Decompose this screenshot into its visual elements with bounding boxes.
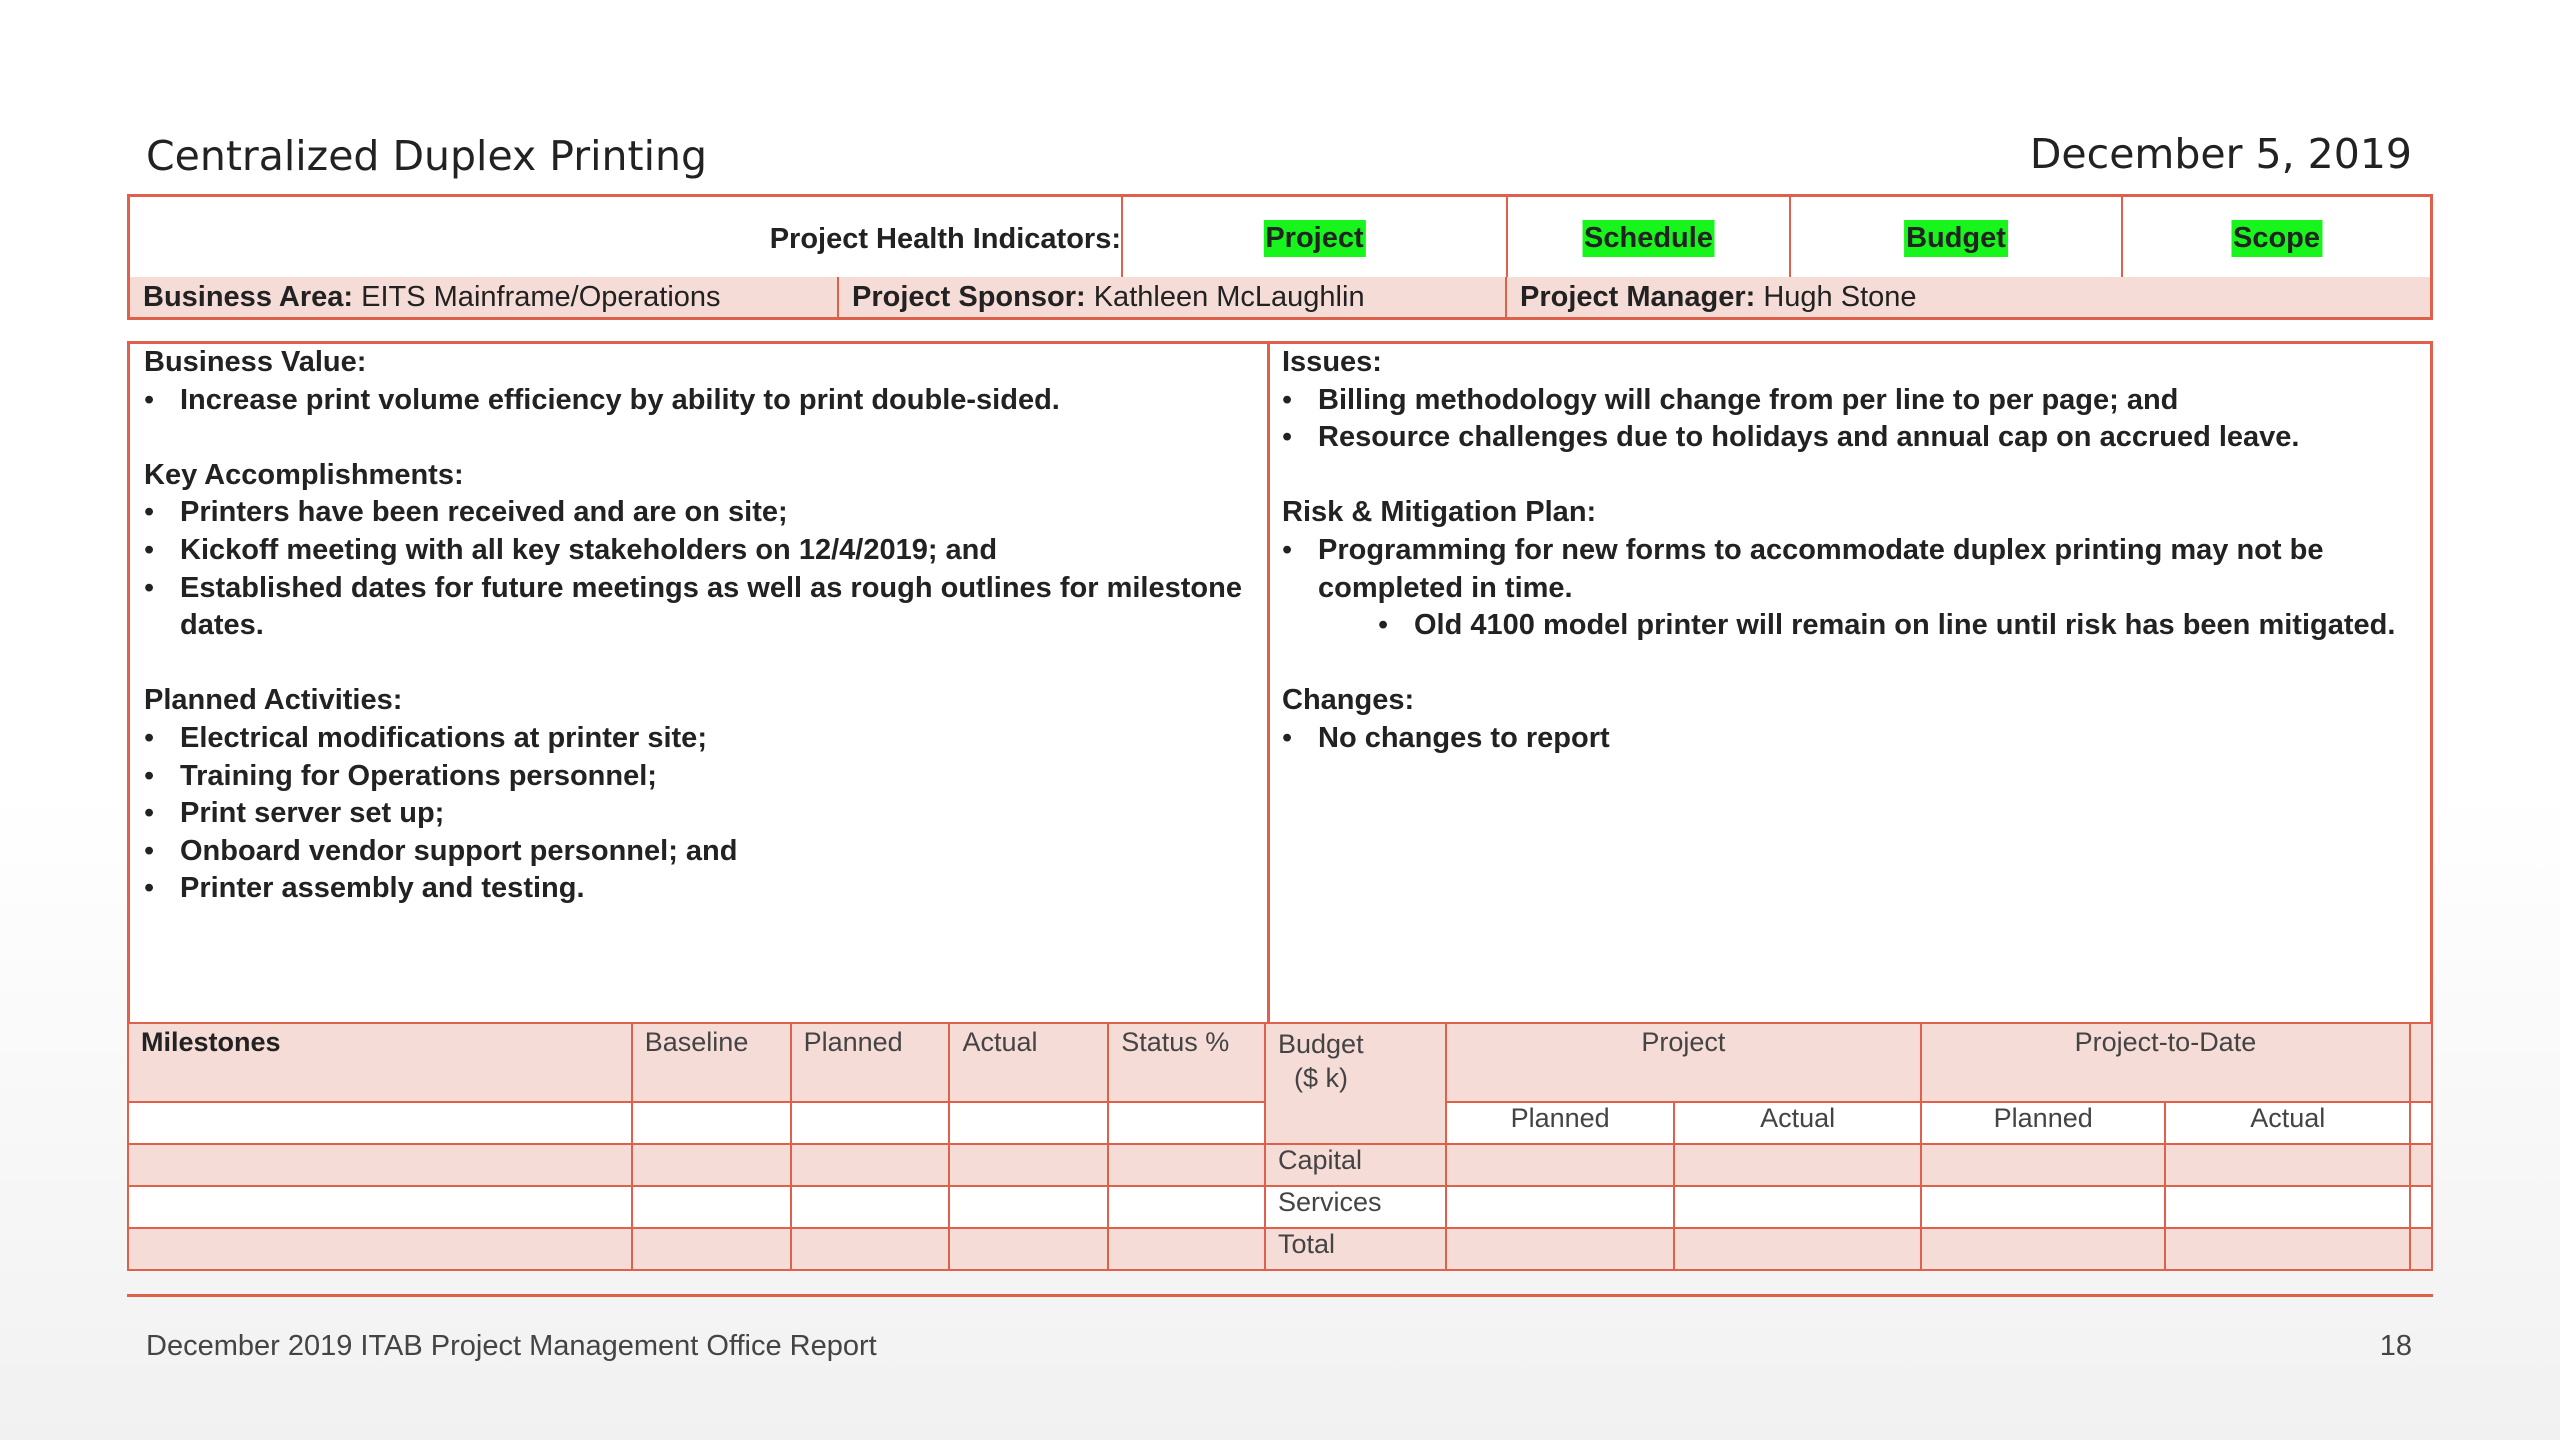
indicator-schedule: Schedule xyxy=(1582,220,1715,257)
risk-list xyxy=(1282,532,2427,607)
changes-heading: Changes: xyxy=(1282,684,1415,717)
ptd-actual-header: Actual xyxy=(2165,1102,2410,1144)
risk-heading: Risk & Mitigation Plan: xyxy=(1282,496,1597,529)
project-planned-header: Planned xyxy=(1446,1102,1675,1144)
project-info-row xyxy=(130,277,2430,317)
list-item: • Established dates for future meetings as well as rough outlines for milestone dates. xyxy=(144,570,1254,645)
indicator-project: Project xyxy=(1263,220,1365,257)
total-row-label: Total xyxy=(1265,1228,1446,1270)
health-indicators-row xyxy=(130,197,2430,280)
capital-row-label: Capital xyxy=(1265,1144,1446,1186)
budget-table xyxy=(1264,1022,2433,1271)
report-date: December 5, 2019 xyxy=(2029,130,2412,178)
project-sponsor: Project Sponsor: Kathleen McLaughlin xyxy=(852,281,1365,313)
changes-list xyxy=(1282,720,2427,758)
indicator-budget: Budget xyxy=(1904,220,2008,257)
table-row xyxy=(128,1144,1266,1186)
list-item: • Electrical modifications at printer site; xyxy=(144,720,1254,758)
left-column xyxy=(144,344,1254,908)
business-value-list xyxy=(144,382,1254,420)
list-item: • Onboard vendor support personnel; and xyxy=(144,833,1254,871)
column-divider xyxy=(1267,344,1270,1022)
issues-list xyxy=(1282,382,2427,457)
report-title: Centralized Duplex Printing xyxy=(146,132,707,180)
milestones-table xyxy=(127,1022,1267,1271)
indicator-budget-cell xyxy=(1789,197,2121,277)
footer-report-name: December 2019 ITAB Project Management Office Report xyxy=(146,1330,877,1362)
list-item: • Increase print volume efficiency by ability to print double-sided. xyxy=(144,382,1254,420)
list-item: • Printers have been received and are on site; xyxy=(144,494,1254,532)
health-indicators-label: Project Health Indicators: xyxy=(769,223,1121,255)
table-row xyxy=(1265,1023,2432,1102)
list-item: • Resource challenges due to holidays and annual cap on accrued leave. xyxy=(1282,419,2427,457)
milestones-header: Milestones xyxy=(128,1023,632,1102)
table-row xyxy=(128,1228,1266,1270)
indicator-scope: Scope xyxy=(2231,220,2322,257)
project-group-header: Project xyxy=(1446,1023,1921,1102)
footer-divider xyxy=(127,1294,2433,1297)
risk-sub-list xyxy=(1282,607,2427,645)
right-column xyxy=(1282,344,2427,758)
page-number: 18 xyxy=(2379,1330,2412,1362)
business-value-heading: Business Value: xyxy=(144,346,367,378)
issues-heading: Issues: xyxy=(1282,346,1382,378)
list-item: • Kickoff meeting with all key stakeholders on 12/4/2019; and xyxy=(144,532,1254,570)
list-item: • Billing methodology will change from per line to per page; and xyxy=(1282,382,2427,420)
accomplishments-heading: Key Accomplishments: xyxy=(144,458,464,491)
accomplishments-list xyxy=(144,494,1254,644)
health-indicators-table xyxy=(127,194,2433,320)
list-item: • Training for Operations personnel; xyxy=(144,758,1254,796)
business-area: Business Area: EITS Mainframe/Operations xyxy=(143,281,721,313)
status-header: Status % xyxy=(1108,1023,1266,1102)
list-item: • Old 4100 model printer will remain on line until risk has been mitigated. xyxy=(1282,607,2427,645)
baseline-header: Baseline xyxy=(632,1023,791,1102)
indicator-scope-cell xyxy=(2121,197,2430,277)
list-item: • Printer assembly and testing. xyxy=(144,870,1254,908)
list-item: • Programming for new forms to accommodate duplex printing may not be completed in time. xyxy=(1282,532,2427,607)
budget-header: Budget ($ k) xyxy=(1265,1023,1446,1144)
list-item: • No changes to report xyxy=(1282,720,2427,758)
project-manager: Project Manager: Hugh Stone xyxy=(1520,281,1917,313)
ptd-group-header: Project-to-Date xyxy=(1921,1023,2410,1102)
ptd-planned-header: Planned xyxy=(1921,1102,2166,1144)
planned-activities-list xyxy=(144,720,1254,908)
planned-header: Planned xyxy=(791,1023,950,1102)
table-row xyxy=(1265,1186,2432,1228)
list-item: • Print server set up; xyxy=(144,795,1254,833)
actual-header: Actual xyxy=(949,1023,1108,1102)
table-row xyxy=(1265,1144,2432,1186)
table-row xyxy=(128,1102,1266,1144)
status-content-box xyxy=(127,341,2433,1025)
planned-activities-heading: Planned Activities: xyxy=(144,684,403,717)
table-row xyxy=(128,1023,1266,1102)
project-actual-header: Actual xyxy=(1674,1102,1921,1144)
table-row xyxy=(1265,1228,2432,1270)
indicator-project-cell xyxy=(1121,197,1506,277)
services-row-label: Services xyxy=(1265,1186,1446,1228)
indicator-schedule-cell xyxy=(1506,197,1789,277)
table-row xyxy=(128,1186,1266,1228)
